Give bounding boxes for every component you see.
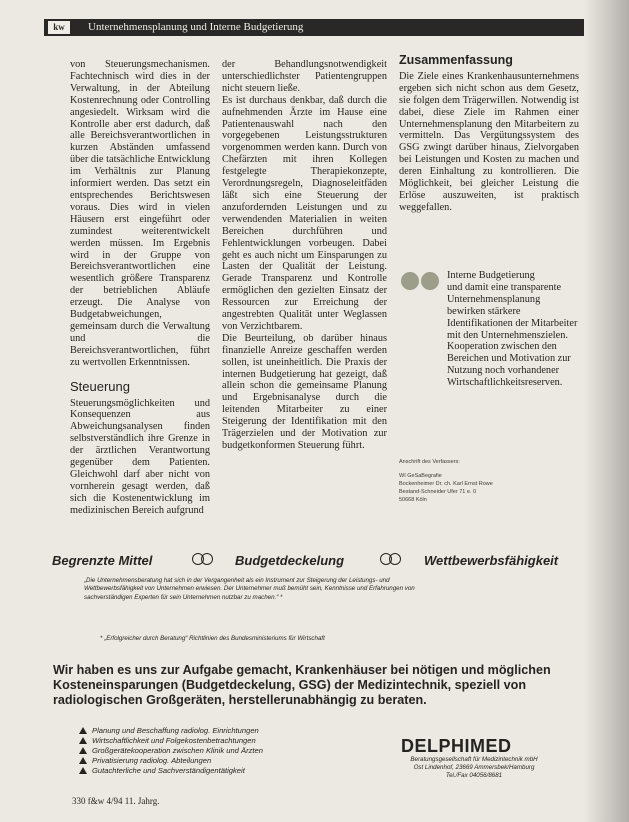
summary-highlight-box bbox=[399, 270, 579, 389]
address-line: Anschrift des Verfassers: bbox=[399, 459, 460, 465]
triangle-bullet-icon bbox=[79, 737, 87, 744]
author-address bbox=[399, 458, 539, 504]
brand-name: DELPHIMED bbox=[401, 736, 512, 756]
slogan-3: Wettbewerbsfähigkeit bbox=[424, 553, 559, 568]
triangle-bullet-icon bbox=[79, 757, 87, 764]
slogan-1: Begrenzte Mittel bbox=[52, 553, 153, 568]
ad-quote: „Die Unternehmensberatung hat sich in der Vergangenheit als ein Instrument zur Steigerung der Leistungs- und Wettbewerbsfähigkeit von Unternehmen erwiesen. Der Unternehmer muß bemüht sein, Kenntnisse und Erfahrungen von sachverständigen Experten für sein Unternehmen nutzbar zu machen.“ * bbox=[84, 577, 415, 601]
list-item: Gutachterliche und Sachverständigentätigkeit bbox=[79, 766, 409, 776]
address-line: 50668 Köln bbox=[399, 497, 427, 503]
double-ring-icon bbox=[192, 553, 216, 565]
journal-logo: kw bbox=[48, 21, 70, 34]
ad-quote-source: * „Erfolgreicher durch Beratung“ Richtlinien des Bundesministeriums für Wirtschaft bbox=[100, 635, 325, 642]
list-item: Wirtschaftlichkeit und Folgekostenbetrachtungen bbox=[79, 736, 409, 746]
slogan-2: Budgetdeckelung bbox=[235, 553, 345, 568]
text-column-3 bbox=[399, 55, 579, 214]
column2-paragraph-2: Es ist durchaus denkbar, daß durch die aufnehmenden Ärzte im Hause eine Patientenauswahl nach den vorgegebenen Leistungsstrukturen vorgenommen werden kann. Durch von Chefärzten mit ihren Kollegen festgelegte Therapiekonzepte, Verordnungsregeln, Diagnoseleitfäden läßt sich eine Steuerung der anzufordernden Leistungen und zu verwendenden Materialien in weiten Bereichen durchführen und Fehlentwicklungen vorbeugen. Dabei geht es auch nicht um Einsparungen zu Lasten der Qualität der Leistung. Gerade Transparenz und Kontrolle ermöglichen den gezielten Einsatz der Ressourcen zur Erreichung der angestrebten Qualität unter Weglassen von Verzichtbarem. bbox=[222, 94, 387, 332]
decorative-dot-icon bbox=[401, 272, 419, 290]
ad-main-text: Wir haben es uns zur Aufgabe gemacht, Krankenhäuser bei nötigen und möglichen Kosteneinsparungen (Budgetdeckelung, GSG) der Medizintechnik, speziell von radiologischen Großgeräten, herstellerunabhängig zu beraten. bbox=[53, 663, 551, 708]
address-line: WI GeSaBegrafie bbox=[399, 473, 442, 479]
column2-paragraph-1: der Behandlungsnotwendigkeit unterschiedlichster Patientengruppen nicht steuern ließe. bbox=[222, 59, 387, 94]
page-folio: 330 f&w 4/94 11. Jahrg. bbox=[72, 796, 160, 806]
column1-paragraph-2: Steuerungsmöglichkeiten und Konsequenzen aus Abweichungsanalysen finden selbstverständlich ihre Grenze in der ärztlichen Verantwortung gegenüber dem Patienten. Gleichwohl darf aber nicht von vornherein gesagt werden, daß sich die Kostenentwicklung im medizinischen Bereich aufgrund bbox=[70, 397, 210, 516]
triangle-bullet-icon bbox=[79, 747, 87, 754]
list-item: Planung und Beschaffung radiolog. Einrichtungen bbox=[79, 726, 409, 736]
ad-slogans bbox=[52, 553, 629, 571]
list-item: Privatisierung radiolog. Abteilungen bbox=[79, 756, 409, 766]
list-item: Großgerätekooperation zwischen Klinik und Ärzten bbox=[79, 746, 409, 756]
address-line: Bockenheimer Dr. ch. Karl Ernst Rowe bbox=[399, 481, 493, 487]
highlight-text: und damit eine transparente Unternehmensplanung bewirken stärkere Identifikationen der Mitarbeiter mit den Unternehmenszielen. Kooperation zwischen den Bereichen und Motivation zur Nutzung noch vorhandener Wirtschaftlichkeitsreserven. bbox=[447, 281, 578, 389]
decorative-dot-icon bbox=[421, 272, 439, 290]
summary-paragraph: Die Ziele eines Krankenhausunternehmens ergeben sich nicht schon aus dem Gesetz, sie folgen dem Trägerwillen. Notwendig ist dabei, diese Ziele im Rahmen einer Unternehmensplanung den Mitarbeitern zu vermitteln. Das Vergütungssystem des GSG zwingt darüber hinaus, Zielvorgaben bei Leistungen und Kosten zu machen und deren Einhaltung zu kontrollieren. Die Möglichkeit, bei gleicher Leistung die Erlöse auszuweiten, ist praktisch weggefallen. bbox=[399, 70, 579, 213]
triangle-bullet-icon bbox=[79, 767, 87, 774]
triangle-bullet-icon bbox=[79, 727, 87, 734]
column1-paragraph-1: von Steuerungsmechanismen. Fachtechnisch wird dies in der Verwaltung, in der Abteilung Kostenrechnung oder Controlling angesiedelt. Wirksam wird die Kontrolle aber erst dadurch, daß alle Bereichsverantwortlichen in kurzen Abständen umfassend über die tatsächliche Entwicklung im Verhältnis zur Planung informiert werden. Das setzt ein entsprechendes Berichtswesen voraus. Dies wird in vielen Häusern erst eingeführt oder zumindest weiterentwickelt werden müssen. Im Ergebnis wird in der Gruppe von Bereichsverantwortlichen eine wesentlich größere Transparenz der betrieblichen Abläufe erzeugt. Die Analyse von Budgetabweichungen, gemeinsam durch die Verwaltung und die Bereichsverantwortlichen, führt zu wertvollen Erkenntnissen. bbox=[70, 59, 210, 368]
page-curl-shadow bbox=[584, 0, 629, 822]
highlight-line-1: Interne Budgetierung bbox=[447, 270, 535, 281]
advertisement bbox=[44, 543, 629, 787]
double-ring-icon bbox=[380, 553, 404, 565]
running-header bbox=[44, 19, 584, 36]
text-column-1 bbox=[70, 59, 210, 517]
ad-service-list bbox=[79, 726, 409, 776]
text-column-2 bbox=[222, 59, 387, 452]
company-details: Beratungsgesellschaft für Medizintechnik mbH Ost Lindenhof, 23669 Ammersbek/Hamburg Tel./Fax 04056/8681 bbox=[410, 756, 538, 779]
header-title: Unternehmensplanung und Interne Budgetierung bbox=[88, 21, 304, 33]
address-line: Bestand-Schneider Ufer 71 e. 0 bbox=[399, 489, 477, 495]
section-heading-zusammenfassung: Zusammenfassung bbox=[399, 55, 513, 67]
section-heading-steuerung: Steuerung bbox=[70, 378, 130, 394]
column2-paragraph-3: Die Beurteilung, ob darüber hinaus finanzielle Anreize geschaffen werden sollen, ist uneinheitlich. Die Praxis der internen Budgetierung hat gezeigt, daß allein schon die gemeinsame Planung und Ergebnisanalyse durch die leitenden Mitarbeiter zu einer Steigerung der Identifikation mit den Trägerzielen und der Motivation zur budgetkonformen Steuerung führt. bbox=[222, 332, 387, 451]
